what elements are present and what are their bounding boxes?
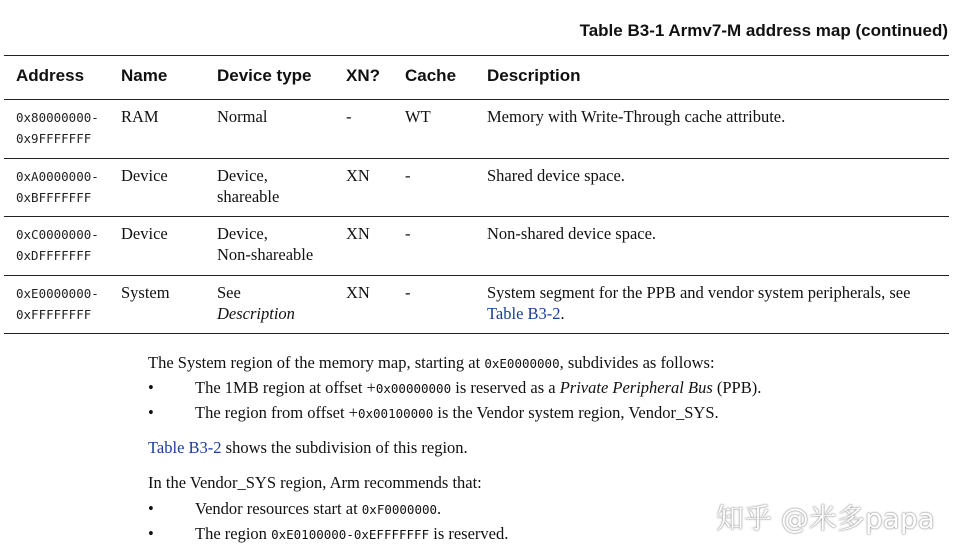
bullet-reserved-region: The region 0xE0100000-0xEFFFFFFF is reserved.: [195, 524, 509, 543]
header-rule: [4, 99, 949, 100]
header-name: Name: [121, 66, 168, 85]
device-type-cont: Description: [217, 304, 295, 323]
header-device-type: Device type: [217, 66, 312, 85]
device-type: See: [217, 283, 241, 302]
bullet-vendor-resources: Vendor resources start at 0xF0000000.: [195, 499, 442, 518]
table-title: Table B3-1 Armv7-M address map (continued): [579, 21, 948, 40]
cache-value: WT: [405, 107, 431, 126]
header-cache: Cache: [405, 66, 457, 85]
bullet-vendor-sys: The region from offset +0x00100000 is the Vendor system region, Vendor_SYS.: [195, 403, 719, 422]
paragraph-subdivision: Table B3-2 shows the subdivision of this region.: [148, 438, 468, 457]
region-name: RAM: [121, 107, 159, 126]
device-type: Normal: [217, 107, 268, 126]
header-description: Description: [487, 66, 581, 85]
bullet-marker: •: [148, 524, 154, 543]
description: Memory with Write-Through cache attribute.: [487, 107, 786, 126]
region-name: System: [121, 283, 170, 302]
bullet-marker: •: [148, 499, 154, 518]
row-rule: [4, 216, 949, 217]
description: Non-shared device space.: [487, 224, 657, 243]
bullet-marker: •: [148, 403, 154, 422]
description: System segment for the PPB and vendor system peripherals, see: [487, 283, 911, 302]
region-name: Device: [121, 166, 168, 185]
device-type-cont: shareable: [217, 187, 280, 206]
address-start: 0xE0000000-: [16, 286, 99, 301]
row-rule: [4, 275, 949, 276]
address-end: 0xDFFFFFFF: [16, 248, 92, 263]
cache-value: -: [405, 224, 411, 243]
device-type: Device,: [217, 224, 268, 243]
paragraph-recommends: In the Vendor_SYS region, Arm recommends that:: [148, 473, 482, 492]
bullet-ppb: The 1MB region at offset +0x00000000 is reserved as a Private Peripheral Bus (PPB).: [195, 378, 762, 397]
address-start: 0x80000000-: [16, 110, 99, 125]
address-end: 0xBFFFFFFF: [16, 190, 92, 205]
header-address: Address: [16, 66, 85, 85]
xn-value: XN: [346, 166, 370, 185]
watermark: 知乎 @米多papa: [716, 502, 935, 535]
table-b3-2-link[interactable]: Table B3-2: [487, 304, 561, 323]
description-cont: [487, 303, 565, 324]
header-xn: XN?: [346, 66, 380, 85]
xn-value: -: [346, 107, 352, 126]
bullet-marker: •: [148, 378, 154, 397]
region-name: Device: [121, 224, 168, 243]
device-type: Device,: [217, 166, 268, 185]
row-rule: [4, 333, 949, 334]
device-type-cont: Non-shareable: [217, 245, 314, 264]
xn-value: XN: [346, 283, 370, 302]
address-start: 0xC0000000-: [16, 227, 99, 242]
address-start: 0xA0000000-: [16, 169, 99, 184]
table-b3-2-link[interactable]: Table B3-2: [148, 438, 222, 457]
description: Shared device space.: [487, 166, 625, 185]
cache-value: -: [405, 166, 411, 185]
address-end: 0x9FFFFFFF: [16, 131, 92, 146]
row-rule: [4, 158, 949, 159]
table-top-rule: [4, 55, 949, 56]
paragraph-system-region: The System region of the memory map, starting at 0xE0000000, subdivides as follows:: [148, 353, 715, 372]
address-end: 0xFFFFFFFF: [16, 307, 92, 322]
cache-value: -: [405, 283, 411, 302]
xn-value: XN: [346, 224, 370, 243]
description-end: .: [560, 304, 565, 323]
